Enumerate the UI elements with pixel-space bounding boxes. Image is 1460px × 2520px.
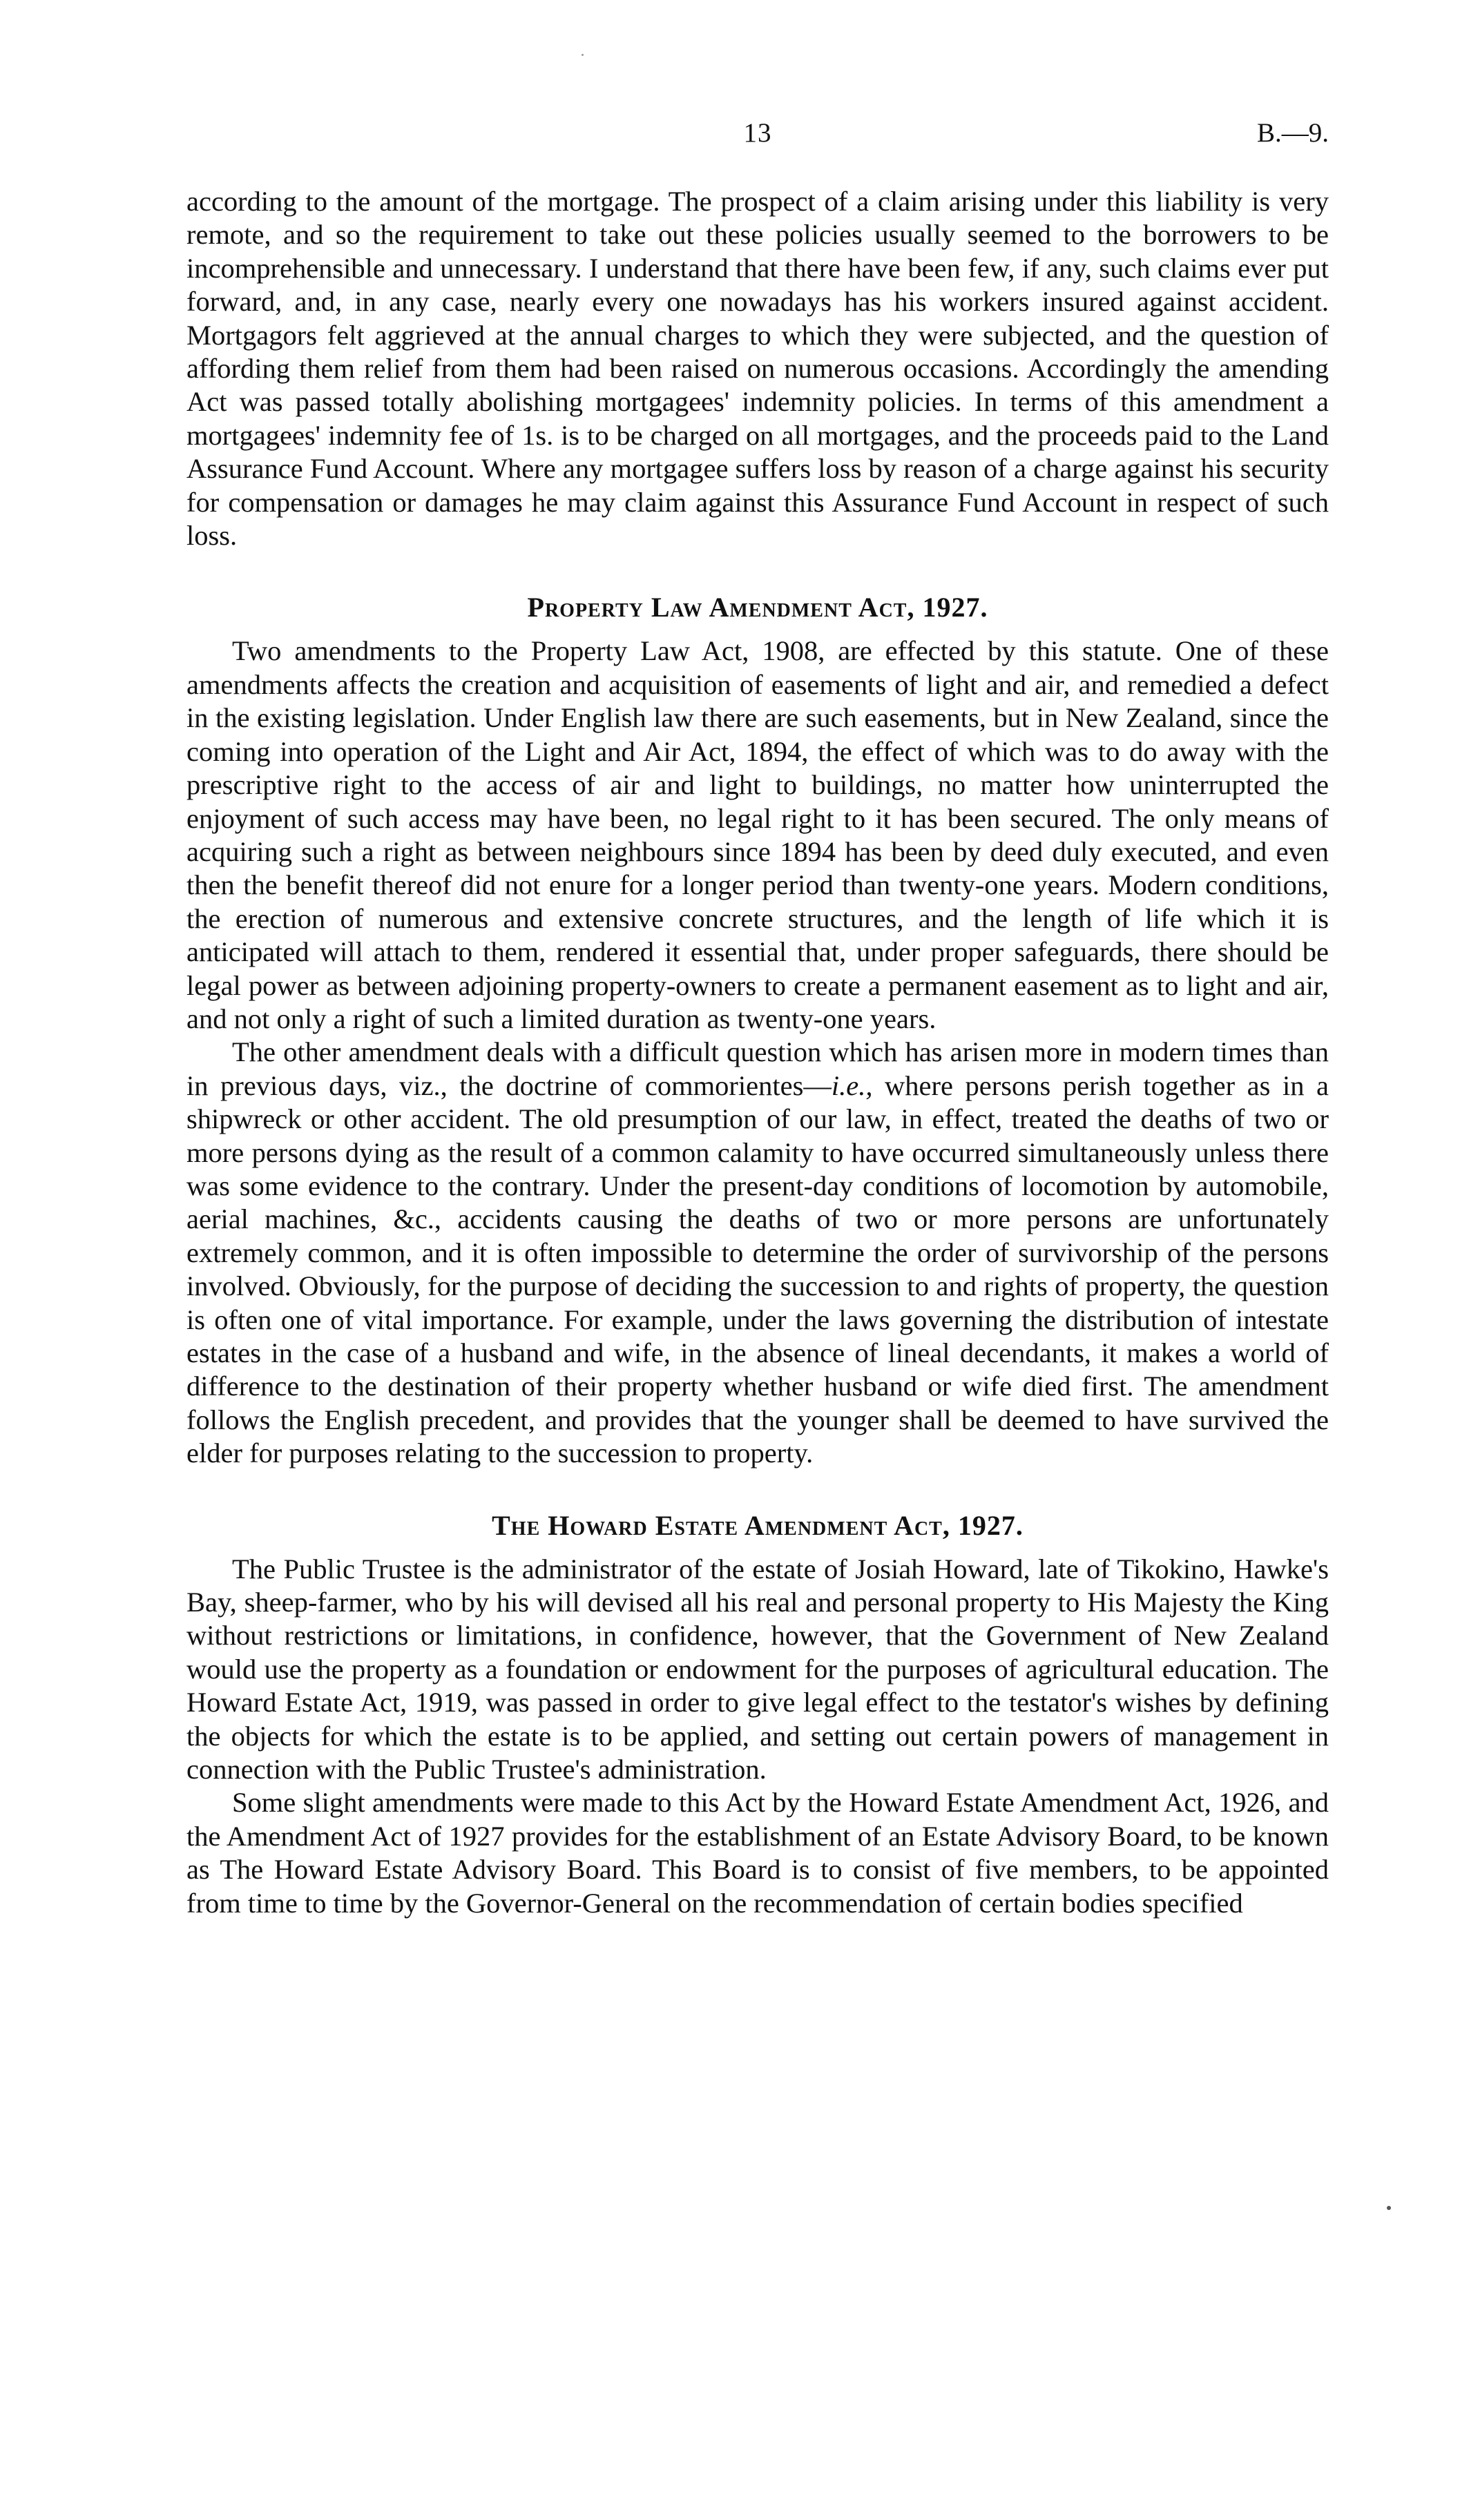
paragraph-2-start: The other amendment deals with a difficult question which has arisen more in modern times than in previous days, viz., the doctrine of commorientes— — [186, 1036, 1329, 1101]
property-law-paragraph-1: Two amendments to the Property Law Act, 1908, are effected by this statute. One of these amendments affects the creation and acquisition of easements of light and air, and remedied a defect in the existing legislation. Under English law there are such easements, but in New Zealand, since the coming into operation of the Light and Air Act, 1894, the effect of which was to do away with the prescriptive right to the access of air and light to buildings, no matter how uninterrupted the enjoyment of such access may have been, no legal right to it has been secured. The only means of acquiring such a right as between neighbours since 1894 has been by deed duly executed, and even then the benefit thereof did not enure for a longer period than twenty-one years. Modern conditions, the erection of numerous and extensive concrete structures, and the length of life which it is anticipated will attach to them, rendered it essential that, under proper safeguards, there should be legal power as between adjoining property-owners to create a permanent easement as to light and air, and not only a right of such a limited duration as twenty-one years. — [186, 635, 1329, 1034]
howard-estate-heading: The Howard Estate Amendment Act, 1927. — [492, 1509, 1024, 1541]
paragraph-2-end: where persons perish together as in a shipwreck or other accident. The old presumption of our law, in effect, treated the deaths of two or more persons dying as the result of a common calamity to have occurred simultaneously unless there was some evidence to the contrary. Under the present-day conditions of locomotion by automobile, aerial machines, &c., accidents causing the deaths of two or more persons are unfortunately extremely common, and it is often impossible to determine the order of survivorship of the persons involved. Obviously, for the purpose of deciding the succession to and rights of property, the question is often one of vital importance. For example, under the laws governing the distribution of intestate estates in the case of a husband and wife, in the absence of lineal decendants, it makes a world of difference to the destination of their property whether husband or wife died first. The amendment follows the English precedent, and provides that the younger shall be deemed to have survived the elder for purposes relating to the succession to property. — [186, 1069, 1329, 1469]
document-code: B.—9. — [1256, 118, 1329, 148]
page-number: 13 — [743, 118, 772, 148]
intro-paragraph: according to the amount of the mortgage. The prospect of a claim arising under this liability is very remote, and so the requirement to take out these policies usually seemed to the borrowers to be incomprehensible and unnecessary. I understand that there have been few, if any, such claims ever put forward, and, in any case, nearly every one nowadays has his workers insured against accident. Mortgagors felt aggrieved at the annual charges to which they were subjected, and the question of affording them relief from them had been raised on numerous occasions. Accordingly the amending Act was passed totally abolishing mortgagees' indemnity policies. In terms of this amendment a mortgagees' indemnity fee of 1s. is to be charged on all mortgages, and the proceeds paid to the Land Assurance Fund Account. Where any mortgagee suffers loss by reason of a charge against his security for compensation or damages he may claim against this Assurance Fund Account in respect of such loss. — [186, 186, 1329, 552]
property-law-paragraph-2 — [186, 1036, 1329, 1470]
margin-mark — [1387, 2206, 1391, 2210]
howard-estate-paragraph-2: Some slight amendments were made to this Act by the Howard Estate Amendment Act, 1926, and the Amendment Act of 1927 provides for the establishment of an Estate Advisory Board, to be known as The Howard Estate Advisory Board. This Board is to consist of five members, to be appointed from time to time by the Governor-General on the recommendation of certain bodies specified — [186, 1787, 1329, 1919]
howard-estate-paragraph-1: The Public Trustee is the administrator of the estate of Josiah Howard, late of Tikokino, Hawke's Bay, sheep-farmer, who by his will devised all his real and personal property to His Majesty the King without restrictions or limitations, in confidence, however, that the Government of New Zealand would use the property as a foundation or endowment for the purposes of agricultural education. The Howard Estate Act, 1919, was passed in order to give legal effect to the testator's wishes by defining the objects for which the estate is to be applied, and setting out certain powers of management in connection with the Public Trustee's administration. — [186, 1553, 1329, 1785]
body-text — [186, 185, 1329, 1920]
property-law-heading: Property Law Amendment Act, 1927. — [527, 592, 988, 623]
page-header — [186, 117, 1329, 159]
paragraph-2-italic: i.e., — [831, 1069, 873, 1101]
scan-speck — [582, 54, 584, 56]
